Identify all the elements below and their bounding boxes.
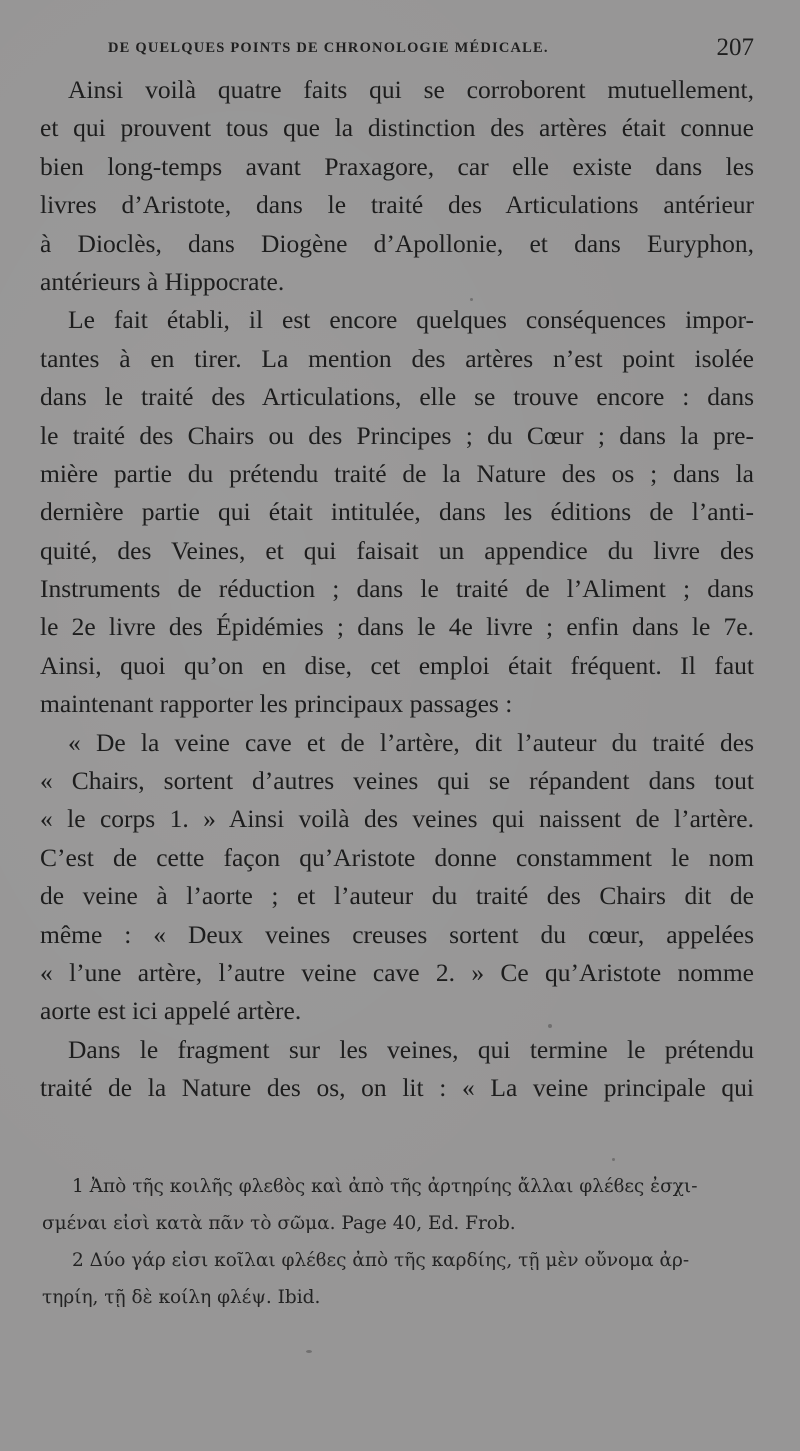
text-line: quité, des Veines, et qui faisait un appendice du livre des [40, 535, 754, 565]
ink-speck [306, 1350, 312, 1353]
text-line: et qui prouvent tous que la distinction des artères était connue [40, 113, 754, 143]
text-line: même : « Deux veines creuses sortent du cœur, appelées [40, 919, 754, 949]
text-line: de veine à l’aorte ; et l’auteur du traité des Chairs dit de [40, 881, 754, 911]
footnotes [42, 1168, 756, 1316]
text-line: le traité des Chairs ou des Principes ; du Cœur ; dans la pre- [40, 420, 754, 450]
text-line: « Chairs, sortent d’autres veines qui se répandent dans tout [40, 766, 754, 796]
text-line: le 2e livre des Épidémies ; dans le 4e livre ; enfin dans le 7e. [40, 612, 754, 642]
text-line: livres d’Aristote, dans le traité des Articulations antérieur [40, 190, 754, 220]
text-line: « De la veine cave et de l’artère, dit l’auteur du traité des [68, 727, 754, 757]
text-line: traité de la Nature des os, on lit : « La veine principale qui [40, 1073, 754, 1103]
footnote-line: σμέναι εἰσὶ κατὰ πᾶν τὸ σῶμα. Page 40, Ed. Frob. [42, 1213, 516, 1234]
text-line: Le fait établi, il est encore quelques conséquences impor- [68, 305, 754, 335]
ink-speck [548, 1024, 552, 1028]
text-line: Ainsi voilà quatre faits qui se corroborent mutuellement, [68, 75, 754, 104]
ink-speck [470, 298, 473, 301]
text-line: dans le traité des Articulations, elle se trouve encore : dans [40, 382, 754, 412]
footnote-line: 1 Ἀπὸ τῆς κοιλῆς φλεϐὸς καὶ ἀπὸ τῆς ἀρτηρίης ἄλλαι φλέϐες ἐσχι- [72, 1176, 698, 1197]
text-line: Dans le fragment sur les veines, qui termine le prétendu [68, 1034, 754, 1064]
text-line: dernière partie qui était intitulée, dans les éditions de l’anti- [40, 497, 754, 527]
text-line: tantes à en tirer. La mention des artères n’est point isolée [40, 343, 754, 373]
text-line: aorte est ici appelé artère. [40, 996, 302, 1026]
page-number: 207 [716, 34, 754, 61]
footnote-line: τηρίη, τῇ δὲ κοίλη φλέψ. Ibid. [42, 1287, 321, 1308]
ink-speck [612, 1158, 615, 1161]
text-line: Ainsi, quoi qu’on en dise, cet emploi était fréquent. Il faut [40, 650, 754, 680]
running-title: DE QUELQUES POINTS DE CHRONOLOGIE MÉDICALE. [108, 40, 549, 56]
text-line: C’est de cette façon qu’Aristote donne constamment le nom [40, 842, 754, 872]
text-line: « le corps 1. » Ainsi voilà des veines qui naissent de l’artère. [40, 804, 754, 834]
text-line: maintenant rapporter les principaux passages : [40, 689, 513, 719]
footnote-line: 2 Δύο γάρ εἰσι κοῖλαι φλέϐες ἀπὸ τῆς καρδίης, τῇ μὲν οὔνομα ἀρ- [72, 1250, 690, 1271]
text-line: « l’une artère, l’autre veine cave 2. » Ce qu’Aristote nomme [40, 957, 754, 987]
body-text [40, 71, 754, 1108]
text-line: mière partie du prétendu traité de la Nature des os ; dans la [40, 458, 754, 488]
text-line: à Dioclès, dans Diogène d’Apollonie, et dans Euryphon, [40, 228, 754, 258]
running-head [108, 34, 758, 66]
text-line: Instruments de réduction ; dans le traité de l’Aliment ; dans [40, 574, 754, 604]
text-line: bien long-temps avant Praxagore, car elle existe dans les [40, 151, 754, 181]
text-line: antérieurs à Hippocrate. [40, 266, 285, 296]
